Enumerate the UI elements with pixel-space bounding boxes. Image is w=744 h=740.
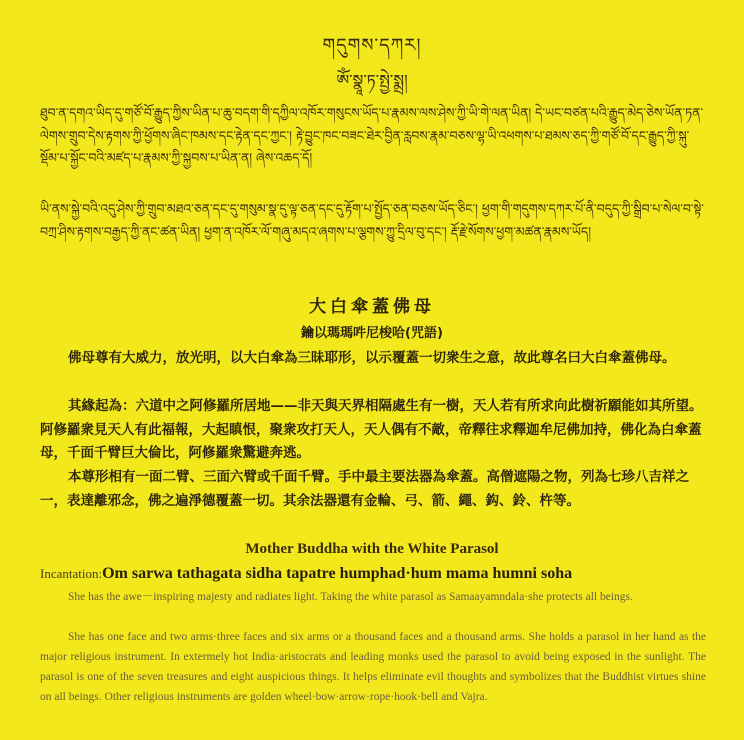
chinese-paragraph-3: 本尊形相有一面二臂、三面六臂或千面千臂。手中最主要法器為傘蓋。高僧遮陽之物，列為七珍八吉祥之一，表達離邪念，佛之遍淨德覆蓋一切。其余法器還有金輪、弓、箭、繩、鈎、鈴、杵等。 <box>40 469 689 509</box>
english-paragraph-2: She has one face and two arms·three faces and six arms or a thousand faces and a thousand arms. She holds a parasol in her hand as the major religious instrument. In extermely hot India·aristocrats and leading monks used the parasol to avoid being exposed in the sunlight. The parasol is one of the seven treasures and eight auspicious things. It helps eliminate evil thoughts and symbolizes that the Buddhist virtues shine on all beings. Other religious instruments are golden wheel·bow·arrow·rope·hook·bell and Vajra. <box>40 631 706 703</box>
incantation-label: Incantation: <box>40 566 103 581</box>
chinese-paragraph-1: 佛母尊有大威力，放光明，以大白傘為三昧耶形，以示覆蓋一切衆生之意，故此尊名曰大白傘蓋佛母。 <box>68 350 676 366</box>
tibetan-paragraph-2: ཡི་ནས་སྐྱེ་བའི་འདུ་ཤེས་ཀྱི་གྲུབ་མཐའ་ཅན་དང་དུ་གསུམ་སྣ་དུ་ལྟ་ཅན་དང་དུ་རྟོག་པ་སྤྱོད་ཅན་བཅས་ཡོད་ཅིང་། ཕྱག་གི་གདུགས་དཀར་པོ་ནི་བདུད་ཀྱི་སྒྲིབ་པ་སེལ་བ་སྟེ་བཀྲ་ཤིས་རྟགས་བརྒྱད་ཀྱི་ནང་ཚན་ཡིན། ཕྱག་ན་འཁོར་ལོ་གཞུ་མདའ་ཞགས་པ་ལྕགས་ཀྱུ་དྲིལ་བུ་དང་། རྡོ་རྗེ་སོགས་ཕྱག་མཚན་རྣམས་ཡོད། <box>40 201 704 239</box>
chinese-subtitle: 鑰以瑪瑪吽尼梭哈(咒語) <box>301 326 443 341</box>
tibetan-subtitle: ཨོཾ་སྣཱ་ཏ་སྤྱེ་སྨྲ། <box>336 71 408 90</box>
tibetan-paragraph-1: ཐུབ་ན་དགའ་ཡིད་དུ་གཙོ་བོ་རྒྱུད་ཀྱིས་ཡིན་པ་ཆུ་བདག་གི་དཀྱིལ་འཁོར་གསུངས་ཡོད་པ་རྣམས་ལས་ཤེས་ཀྱི་ཡི་གེ་ལན་ཡིན། དེ་ཡང་བཙན་པའི་རྒྱུད་མེད་ཅེས་ཡོན་ཏན་ལེགས་གྲུབ་དེས་རྟགས་ཀྱི་ཕྱོགས་ཞིང་ཁམས་དང་རྟེན་དང་ཀྱང་། རྟེ་བྱུང་ཁང་བཟང་ཐེར་བྱིན་རླབས་རྣམ་བཅས་ལྷ་ཡི་འཕགས་པ་ཐམས་ཅད་ཀྱི་གཙོ་བོ་དང་རྒྱུད་ཀྱི་སྐུ་སྡོམ་པ་སྐྱོང་བའི་མཛད་པ་རྣམས་ཀྱི་སྐྱབས་པ་ཡིན་ན། ཞེས་འཆད་དོ། <box>40 105 704 165</box>
english-title: Mother Buddha with the White Parasol <box>245 541 499 557</box>
chinese-title: 大白傘蓋佛母 <box>309 297 435 317</box>
chinese-paragraph-2: 其緣起為：六道中之阿修羅所居地——非天與天界相隔處生有一樹，天人若有所求向此樹祈願能如其所望。阿修羅衆見天人有此福報，大起瞋恨，聚衆攻打天人，天人偶有不敵，帝釋往求釋迦牟尼佛加持，佛化為白傘蓋母，千面千臂巨大倫比，阿修羅衆驚避奔逃。 <box>40 398 703 461</box>
tibetan-title: གདུགས་དཀར། <box>322 35 422 56</box>
english-paragraph-1: She has the awe－inspiring majesty and radiates light. Taking the white parasol as Samaayamndala·she protects all beings. <box>68 591 633 603</box>
incantation-line <box>40 565 730 583</box>
incantation-text: Om sarwa tathagata sidha tapatre humphad·hum mama humni soha <box>102 565 573 582</box>
